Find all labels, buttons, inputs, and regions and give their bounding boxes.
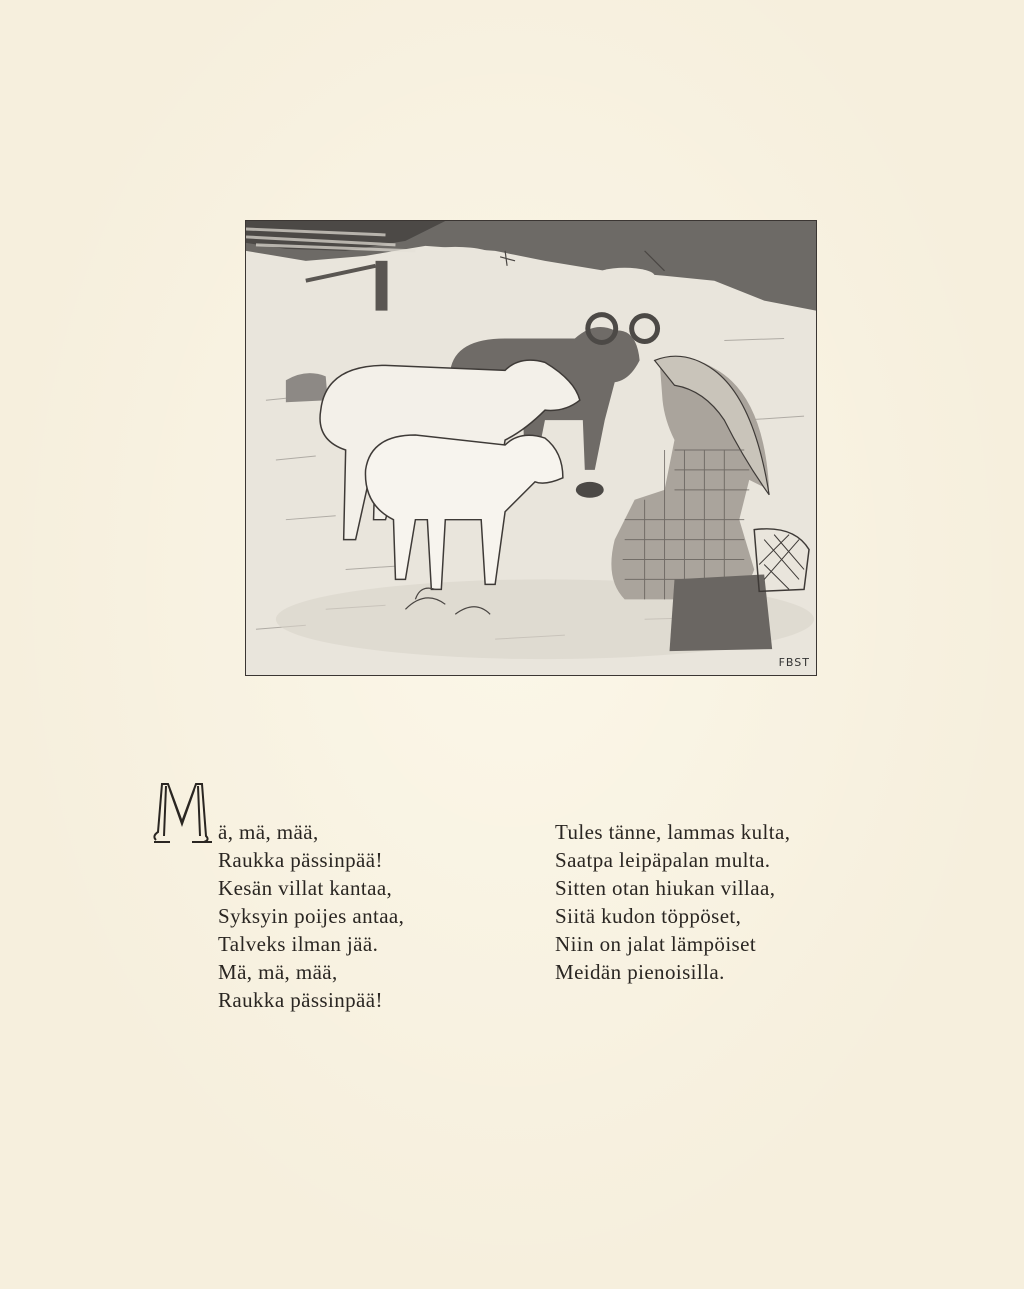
poem-line: Syksyin poijes antaa,	[218, 904, 405, 928]
poem-line: Siitä kudon töppöset,	[555, 904, 742, 928]
poem-line: Talveks ilman jää.	[218, 932, 379, 956]
illustration-frame	[245, 220, 817, 676]
poem-line: Tules tänne, lammas kulta,	[555, 820, 791, 844]
poem-line: Niin on jalat lämpöiset	[555, 932, 757, 956]
dropcap-letter-m	[150, 776, 214, 844]
poem-line: Meidän pienoisilla.	[555, 960, 725, 984]
poem-line: Mä, mä, mää,	[218, 960, 338, 984]
poem-left-stanza	[218, 818, 404, 1014]
poem-right-stanza	[555, 818, 790, 986]
poem-line: Sitten otan hiukan villaa,	[555, 876, 776, 900]
artist-signature: FBST	[778, 656, 810, 669]
poem-line: Raukka pässinpää!	[218, 988, 383, 1012]
poem-line: Kesän villat kantaa,	[218, 876, 393, 900]
illustration-image	[246, 221, 816, 675]
poem-line: Raukka pässinpää!	[218, 848, 383, 872]
poem-line: Saatpa leipäpalan multa.	[555, 848, 771, 872]
poem-line: ä, mä, mää,	[218, 820, 319, 844]
